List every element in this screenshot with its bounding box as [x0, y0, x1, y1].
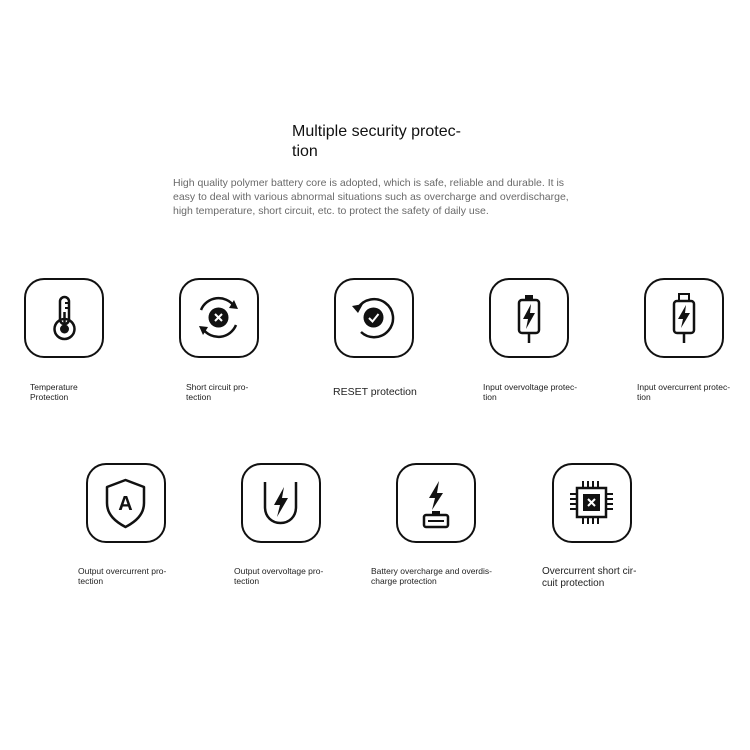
battery-overcharge-tile: [396, 463, 476, 543]
description-line-1: High quality polymer battery core is adopted, which is safe, reliable and durable. It is: [173, 177, 565, 189]
usb-plug-bolt-icon: [646, 280, 721, 355]
output-overvoltage-tile: [241, 463, 321, 543]
thermometer-icon: [26, 280, 101, 355]
reset-tile: [334, 278, 414, 358]
u-bolt-icon: [243, 465, 318, 540]
page-title: [292, 122, 472, 162]
feature-label-output-overvoltage: Output overvoltage pro- tection: [234, 566, 324, 586]
feature-label-battery-overcharge: Battery overcharge and overdis- charge protection: [371, 566, 492, 586]
feature-label-overcurrent-short-circuit: Overcurrent short cir- cuit protection: [542, 566, 637, 589]
shield-a-icon: [88, 465, 163, 540]
reset-check-icon: [336, 280, 411, 355]
short-circuit-tile: [179, 278, 259, 358]
input-battery-bolt-icon: [491, 280, 566, 355]
chip-x-icon: [554, 465, 629, 540]
feature-label-input-overcurrent: Input overcurrent protec- tion: [637, 382, 731, 402]
thermometer-tile: [24, 278, 104, 358]
feature-label-input-overvoltage: Input overvoltage protec- tion: [483, 382, 578, 402]
feature-label-output-overcurrent: Output overcurrent pro- tection: [78, 566, 167, 586]
short-circuit-cycle-icon: [181, 280, 256, 355]
overcurrent-short-circuit-tile: [552, 463, 632, 543]
description: [173, 176, 569, 218]
input-overcurrent-tile: [644, 278, 724, 358]
feature-label-temperature: Temperature Protection: [30, 382, 78, 402]
title-line-2: tion: [292, 143, 318, 160]
title-line-1: Multiple security protec-: [292, 123, 461, 140]
svg-text:A: A: [118, 493, 133, 515]
feature-label-short-circuit: Short circuit pro- tection: [186, 382, 249, 402]
input-overvoltage-tile: [489, 278, 569, 358]
battery-bolt-icon: [398, 465, 473, 540]
feature-label-reset: RESET protection: [333, 386, 417, 398]
output-overcurrent-tile: [86, 463, 166, 543]
description-line-2: easy to deal with various abnormal situations such as overcharge and overdischarge,: [173, 191, 569, 203]
description-line-3: high temperature, short circuit, etc. to protect the safety of daily use.: [173, 205, 489, 217]
